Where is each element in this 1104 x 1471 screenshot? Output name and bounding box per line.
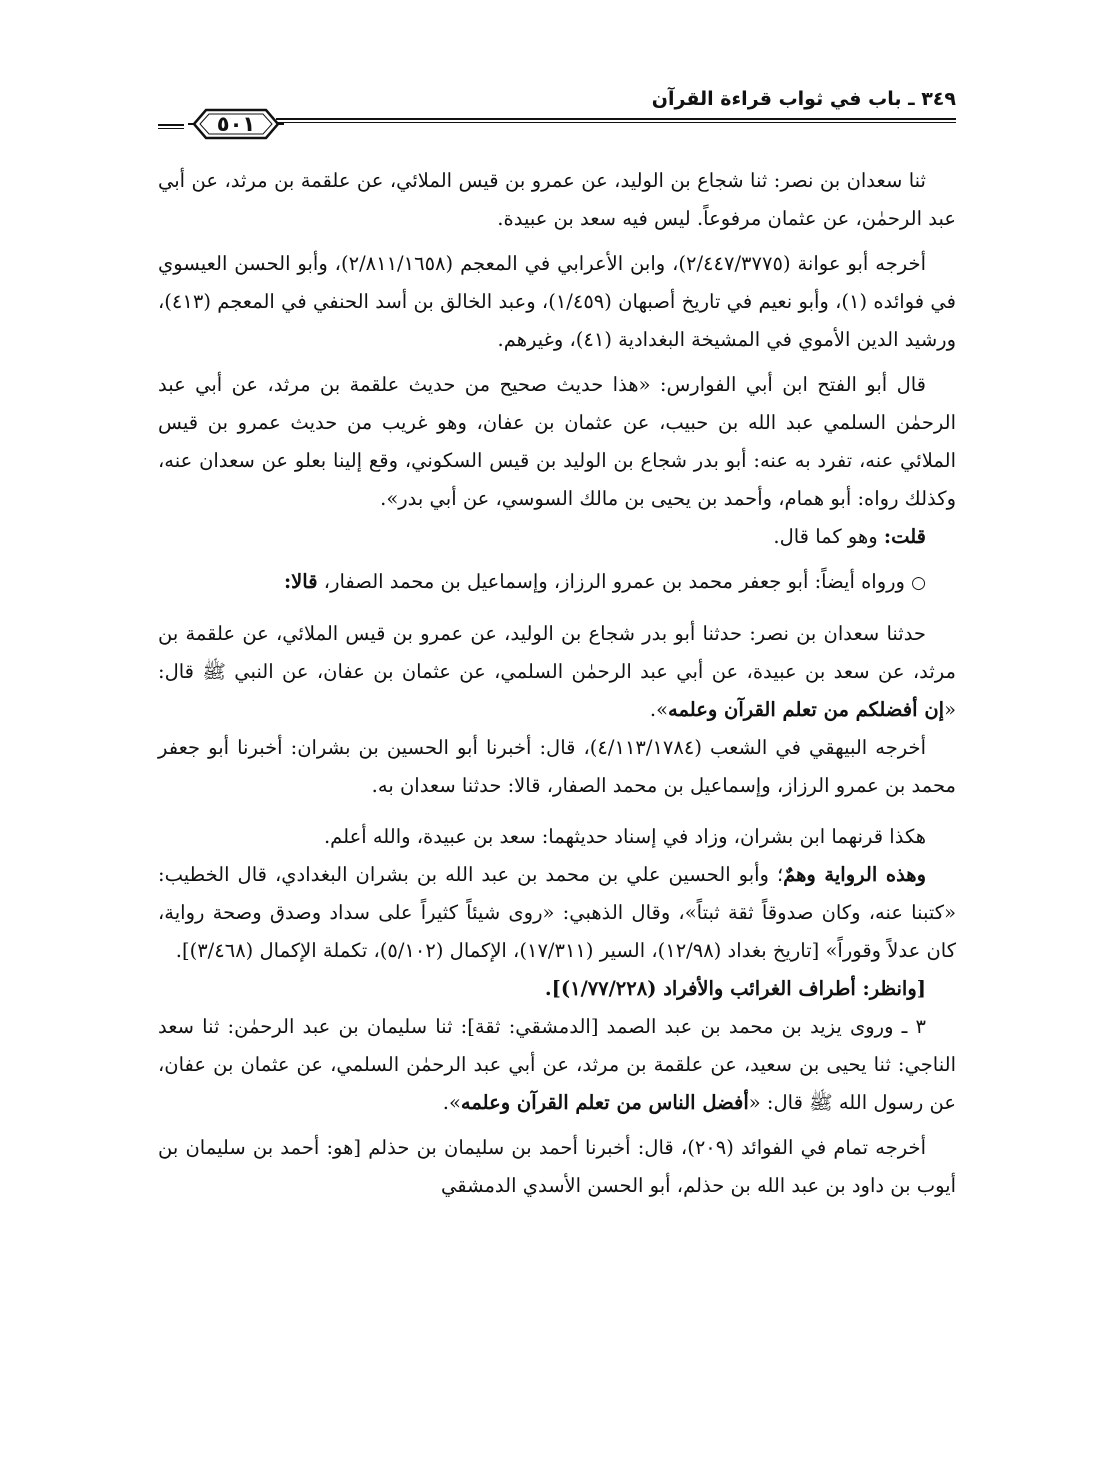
paragraph-text: أخرجه البيهقي في الشعب (٤/١١٣/١٧٨٤)، قال: أخبرنا أبو الحسين بن بشران: أخبرنا أبو جعفر محمد بن عمرو الرزاز، وإسماعيل بن محمد الصفار، قالا: حدثنا سعدان به. [158,736,956,797]
paragraph-text: ؛ وأبو الحسين علي بن محمد بن عبد الله بن بشران البغدادي، قال الخطيب: «كتبنا عنه، وكان صدوقاً ثقة ثبتاً»، وقال الذهبي: «روى شيئاً كثيراً على سداد وصدق وصحة رواية، كان عدلاً وقوراً» [تاريخ بغداد (١٢/٩٨)، السير (١٧/٣١١)، الإكمال (٥/١٠٢)، تكملة الإكمال (٣/٤٦٨)]. [158,863,956,962]
paragraph-4 [158,518,956,556]
paragraph-7 [158,729,956,805]
paragraph-text: حدثنا سعدان بن نصر: حدثنا أبو بدر شجاع بن الوليد، عن عمرو بن قيس الملائي، عن علقمة بن مرثد، عن سعد بن عبيدة، عن أبي عبد الرحمٰن السلمي، عن عثمان بن عفان، عن النبي ﷺ قال: « [158,622,956,721]
paragraph-text: قال أبو الفتح ابن أبي الفوارس: «هذا حديث صحيح من حديث علقمة بن مرثد، عن أبي عبد الرحمٰن السلمي عبد الله بن حبيب، عن عثمان بن عفان، وهو غريب من حديث عمرو بن قيس الملائي عنه، تفرد به عنه: أبو بدر شجاع بن الوليد بن قيس السكوني، وقع إلينا بعلو عن سعدان عنه، وكذلك رواه: أبو همام، وأحمد بن يحيى بن مالك السوسي، عن أبي بدر». [158,373,956,510]
paragraph-2 [158,245,956,359]
hadith-text: إن أفضلكم من تعلم القرآن وعلمه [668,698,945,721]
paragraph-lead: قلت: [883,525,926,548]
paragraph-10 [158,970,956,1008]
paragraph-11 [158,1008,956,1122]
paragraph-text: ورواه أيضاً: أبو جعفر محمد بن عمرو الرزاز، وإسماعيل بن محمد الصفار، [323,570,912,593]
paragraph-9 [158,856,956,970]
page-header [158,86,956,150]
page-number-badge [188,106,284,142]
paragraph-text: وهو كما قال. [773,525,884,548]
paragraph-tail: قالا: [283,570,318,593]
paragraph-3 [158,366,956,518]
page-number: ٥٠١ [216,112,256,136]
header-rule-left [158,124,184,129]
paragraph-8 [158,818,956,856]
hadith-text: أفضل الناس من تعلم القرآن وعلمه [460,1091,749,1114]
running-title: ٣٤٩ ـ باب في ثواب قراءة القرآن [651,88,956,110]
header-rule [276,118,956,123]
main-text [158,162,956,1205]
paragraph-text: ثنا سعدان بن نصر: ثنا شجاع بن الوليد، عن عمرو بن قيس الملائي، عن علقمة بن مرثد، عن أبي عبد الرحمٰن، عن عثمان مرفوعاً. ليس فيه سعد بن عبيدة. [158,169,956,230]
paragraph-end: ». [649,698,669,721]
paragraph-text: [وانظر: أطراف الغرائب والأفراد (١/٧٧/٢٢٨)]. [544,977,926,1000]
paragraph-1 [158,162,956,238]
paragraph-6 [158,615,956,729]
circle-marker-icon: ○ [911,573,926,593]
paragraph-text: أخرجه أبو عوانة (٢/٤٤٧/٣٧٧٥)، وابن الأعرابي في المعجم (٢/٨١١/١٦٥٨)، وأبو الحسن العيسوي في فوائده (١)، وأبو نعيم في تاريخ أصبهان (١/٤٥٩)، وعبد الخالق بن أسد الحنفي في المعجم (٤١٣)، ورشيد الدين الأموي في المشيخة البغدادية (٤١)، وغيرهم. [158,252,956,351]
paragraph-text: هكذا قرنهما ابن بشران، وزاد في إسناد حديثهما: سعد بن عبيدة، والله أعلم. [323,825,926,848]
paragraph-12 [158,1129,956,1205]
paragraph-end: ». [442,1091,461,1114]
paragraph-lead: وهذه الرواية وهمٌ [783,863,926,886]
paragraph-text: ٣ ـ وروى يزيد بن محمد بن عبد الصمد [الدمشقي: ثقة]: ثنا سليمان بن عبد الرحمٰن: ثنا سعد الناجي: ثنا يحيى بن سعيد، عن علقمة بن مرثد، عن أبي عبد الرحمٰن السلمي، عن عثمان بن عفان، عن رسول الله ﷺ قال: « [158,1015,956,1114]
paragraph-5 [158,563,956,602]
paragraph-text: أخرجه تمام في الفوائد (٢٠٩)، قال: أخبرنا أحمد بن سليمان بن حذلم [هو: أحمد بن سليمان بن أيوب بن داود بن عبد الله بن حذلم، أبو الحسن الأسدي الدمشقي [158,1136,956,1197]
